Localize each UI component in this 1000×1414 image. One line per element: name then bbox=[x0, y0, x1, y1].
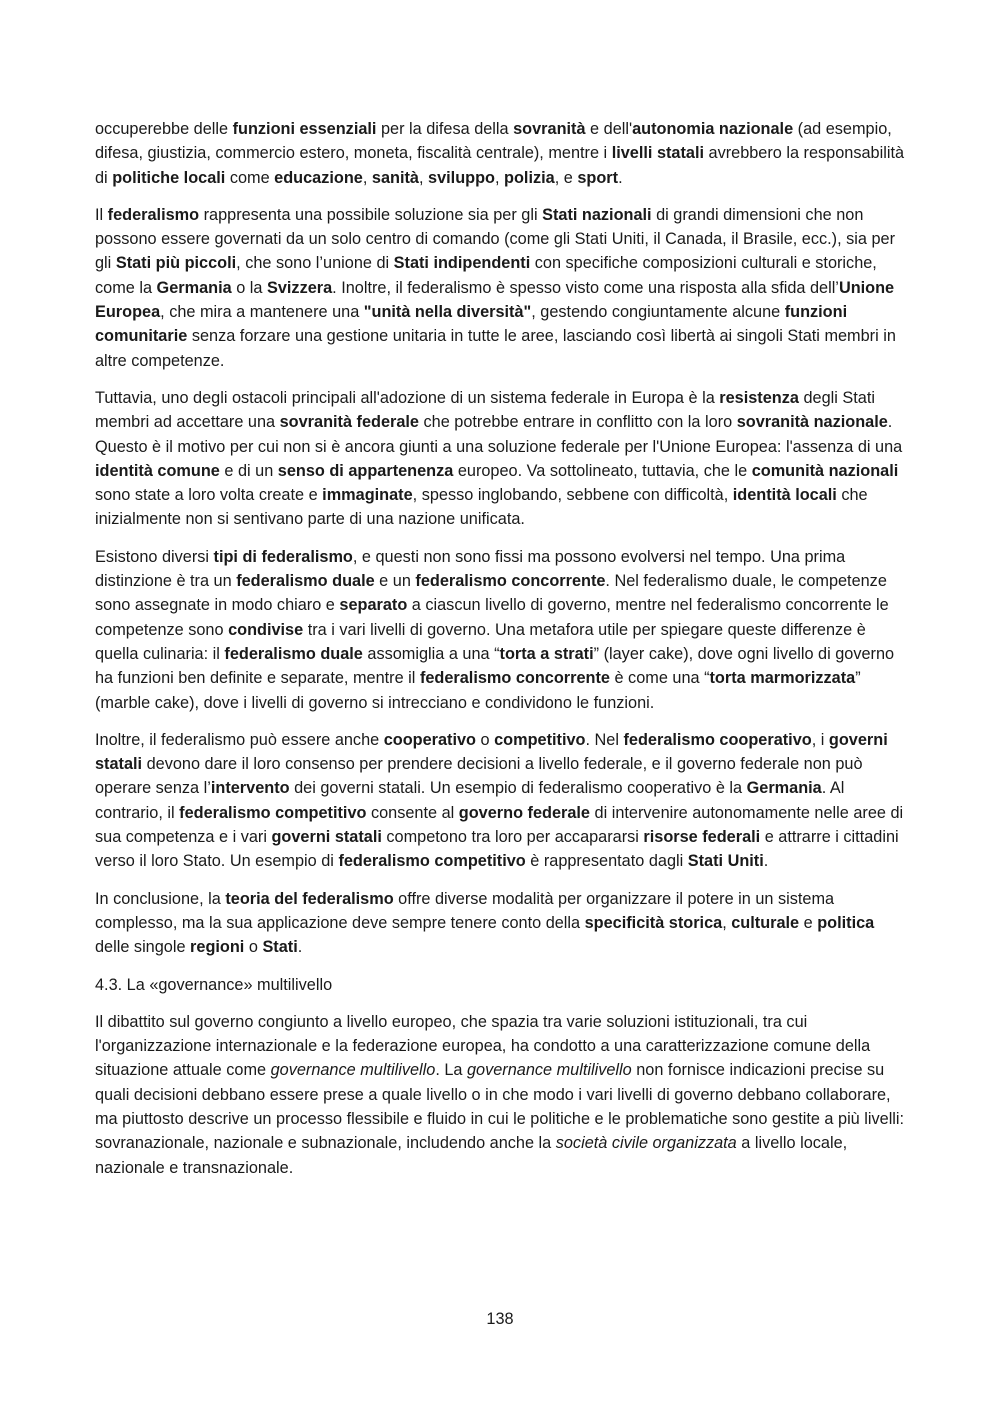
italic-term: governance multilivello bbox=[270, 1061, 436, 1080]
bold-term: culturale bbox=[731, 913, 800, 932]
paragraph-obstacles: Tuttavia, uno degli ostacoli principali all'adozione di un sistema federale in Europa è la resistenza degli Stati membri ad accettare una sovranità federale che potrebbe entrare in conflitto con la loro sovranità nazionale. Questo è il motivo per cui non si è ancora giunti a una soluzione federale per l'Unione Europea: l'assenza di una identità comune e di un senso di appartenenza europeo. Va sottolineato, tuttavia, che le comunità nazionali sono state a loro volta create e immaginate, spesso inglobando, sebbene con difficoltà, identità locali che inizialmente non si sentivano parte di una nazione unificata. bbox=[95, 388, 903, 529]
bold-term: polizia bbox=[504, 168, 555, 187]
bold-term: cooperativo bbox=[383, 730, 476, 749]
bold-term: regioni bbox=[190, 938, 245, 957]
document-body bbox=[95, 117, 907, 1193]
bold-term: senso di appartenenza bbox=[277, 461, 454, 480]
bold-term: federalismo concorrente bbox=[419, 669, 610, 688]
bold-term: Stati bbox=[262, 938, 298, 957]
bold-term: Germania bbox=[156, 278, 232, 297]
section-heading: 4.3. La «governance» multilivello bbox=[95, 975, 333, 994]
bold-term: livelli statali bbox=[611, 144, 704, 163]
bold-term: condivise bbox=[228, 620, 304, 639]
bold-term: comunità nazionali bbox=[751, 461, 899, 480]
bold-term: Stati nazionali bbox=[542, 205, 652, 224]
bold-term: risorse federali bbox=[643, 828, 761, 847]
bold-term: sovranità bbox=[513, 120, 586, 138]
bold-term: separato bbox=[339, 596, 408, 615]
bold-term: Svizzera bbox=[266, 278, 333, 297]
bold-term: Stati indipendenti bbox=[393, 254, 531, 273]
bold-term: tipi di federalismo bbox=[213, 547, 353, 566]
italic-term: società civile organizzata bbox=[555, 1134, 737, 1153]
bold-term: governi statali bbox=[95, 730, 888, 774]
bold-term: sovranità nazionale bbox=[736, 413, 888, 432]
bold-term: federalismo cooperativo bbox=[623, 730, 812, 749]
bold-term: governo federale bbox=[458, 803, 590, 822]
bold-term: federalismo competitivo bbox=[338, 852, 526, 871]
bold-term: torta marmorizzata bbox=[709, 669, 856, 688]
bold-term: resistenza bbox=[719, 388, 799, 407]
paragraph-federalism-solution: Il federalismo rappresenta una possibile soluzione sia per gli Stati nazionali di grandi dimensioni che non possono essere governati da un solo centro di comando (come gli Stati Uniti, il Canada, il Brasile, ecc.), sia per gli Stati più piccoli, che sono l’unione di Stati indipendenti con specifiche composizioni culturali e storiche, come la Germania o la Svizzera. Inoltre, il federalismo è spesso visto come una risposta alla sfida dell’Unione Europea, che mira a mantenere una "unità nella diversità", gestendo congiuntamente alcune funzioni comunitarie senza forzare una gestione unitaria in tutte le aree, lasciando così libertà ai singoli Stati membri in altre competenze. bbox=[95, 205, 896, 370]
bold-term: sanità bbox=[371, 168, 419, 187]
bold-term: autonomia nazionale bbox=[632, 120, 794, 138]
bold-term: identità comune bbox=[95, 461, 220, 480]
bold-term: federalismo competitivo bbox=[179, 803, 367, 822]
bold-term: immaginate bbox=[322, 486, 413, 505]
bold-term: federalismo bbox=[107, 205, 200, 224]
bold-term: Unione Europea bbox=[95, 278, 895, 322]
bold-term: funzioni comunitarie bbox=[95, 303, 848, 346]
bold-term: intervento bbox=[210, 779, 290, 798]
paragraph-cooperative-competitive: Inoltre, il federalismo può essere anche cooperativo o competitivo. Nel federalismo cooperativo, i governi statali devono dare il loro consenso per prendere decisioni a livello federale, e il governo federale non può operare senza l’intervento dei governi statali. Un esempio di federalismo cooperativo è la Germania. Al contrario, il federalismo competitivo consente al governo federale di intervenire autonomamente nelle aree di sua competenza e i vari governi statali competono tra loro per accapararsi risorse federali e attrarre i cittadini verso il loro Stato. Un esempio di federalismo competitivo è rappresentato dagli Stati Uniti. bbox=[95, 730, 904, 871]
bold-term: Stati Uniti bbox=[687, 852, 764, 871]
bold-term: identità locali bbox=[732, 486, 837, 505]
bold-term: competitivo bbox=[494, 730, 586, 749]
bold-term: federalismo duale bbox=[236, 572, 375, 591]
bold-term: Germania bbox=[746, 779, 822, 798]
paragraph-multilevel-governance: Il dibattito sul governo congiunto a livello europeo, che spazia tra varie soluzioni istituzionali, tra cui l'organizzazione internazionale e la federazione europea, ha condotto a una caratterizzazione comune della situazione attuale come governance multilivello. La governance multilivello non fornisce indicazioni precise su quali decisioni debbano essere prese a quale livello o in che modo i vari livelli di governo debbano collaborare, ma piuttosto descrive un processo flessibile e fluido in cui le politiche e le problematiche sono gestite a più livelli: sovranazionale, nazionale e subnazionale, includendo anche la società civile organizzata a livello locale, nazionale e transnazionale. bbox=[95, 1012, 905, 1177]
bold-term: governi statali bbox=[271, 828, 382, 847]
bold-term: funzioni essenziali bbox=[232, 120, 377, 138]
bold-term: "unità nella diversità" bbox=[363, 303, 532, 322]
paragraph-conclusion: In conclusione, la teoria del federalismo offre diverse modalità per organizzare il potere in un sistema complesso, ma la sua applicazione deve sempre tenere conto della specificità storica, culturale e politica delle singole regioni o Stati. bbox=[95, 889, 875, 957]
bold-term: Stati più piccoli bbox=[115, 254, 237, 273]
bold-term: politica bbox=[817, 913, 875, 932]
bold-term: sviluppo bbox=[428, 168, 495, 187]
bold-term: politiche locali bbox=[112, 168, 226, 187]
bold-term: sovranità federale bbox=[279, 413, 419, 432]
bold-term: specificità storica bbox=[584, 913, 723, 932]
paragraph-types-of-federalism: Esistono diversi tipi di federalismo, e questi non sono fissi ma possono evolversi nel tempo. Una prima distinzione è tra un federalismo duale e un federalismo concorrente. Nel federalismo duale, le competenze sono assegnate in modo chiaro e separato a ciascun livello di governo, mentre nel federalismo concorrente le competenze sono condivise tra i vari livelli di governo. Una metafora utile per spiegare queste differenze è quella culinaria: il federalismo duale assomiglia a una “torta a strati” (layer cake), dove ogni livello di governo ha funzioni ben definite e separate, mentre il federalismo concorrente è come una “torta marmorizzata” (marble cake), dove i livelli di governo si intrecciano e condividono le funzioni. bbox=[95, 547, 895, 712]
paragraph-functions: occuperebbe delle funzioni essenziali per la difesa della sovranità e dell'autonomia nazionale (ad esempio, difesa, giustizia, commercio estero, moneta, fiscalità centrale), mentre i livelli statali avrebbero la responsabilità di politiche locali come educazione, sanità, sviluppo, polizia, e sport. bbox=[95, 120, 905, 187]
bold-term: educazione bbox=[274, 168, 363, 187]
bold-term: federalismo duale bbox=[224, 644, 363, 663]
bold-term: teoria del federalismo bbox=[225, 889, 394, 908]
page-number: 138 bbox=[486, 1310, 514, 1328]
bold-term: sport bbox=[577, 168, 619, 187]
italic-term: governance multilivello bbox=[467, 1061, 632, 1080]
bold-term: torta a strati bbox=[499, 644, 594, 663]
bold-term: federalismo concorrente bbox=[415, 572, 606, 591]
